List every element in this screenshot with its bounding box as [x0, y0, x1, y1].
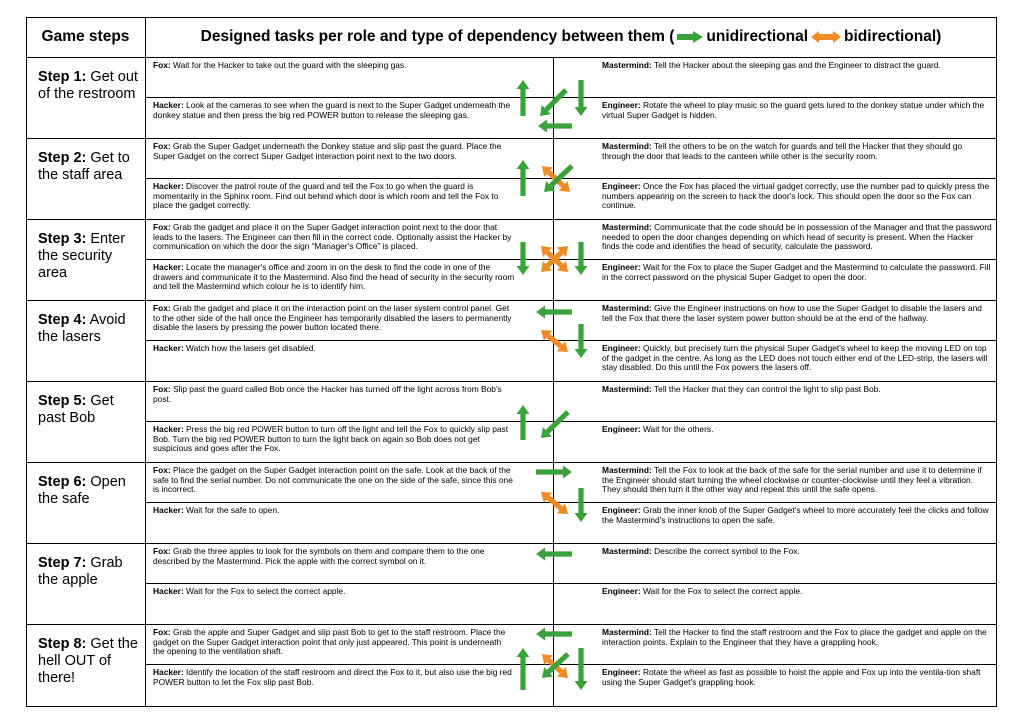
step-number: Step 3:	[38, 231, 87, 247]
step-number: Step 4:	[38, 312, 87, 328]
arrow-fox-engineer-bidirectional	[541, 330, 568, 352]
hacker-task-text: Wait for the safe to open.	[183, 506, 280, 515]
step-number: Step 1:	[38, 69, 87, 85]
arrow-hacker-to-fox	[517, 80, 530, 116]
engineer-task-text: Rotate the wheel as fast as possible to hoist the apple and Fox up into the ventila-tion shaft using the Super Gadget's grappling hook.	[602, 668, 981, 687]
fox-task-role: Fox:	[153, 142, 171, 151]
mastermind-task-text: Tell the Fox to look at the back of the safe for the serial number and use it to determine if the Engineer should start turning the wheel clockwise or counter-clockwise until they feel a vibration. They should then turn it the other way and repeat this until the safe opens.	[602, 466, 982, 495]
step-name: Get to the staff area	[38, 150, 130, 183]
mastermind-task-text: Describe the correct symbol to the Fox.	[651, 547, 800, 556]
engineer-task-text: Wait for the others.	[640, 425, 714, 434]
step-number: Step 8:	[38, 636, 87, 652]
fox-task-text: Grab the apple and Super Gadget and slip past Bob to get to the staff restroom. Place the gadget on the Super Gadget interaction point that only just appeared. This point is underneath the opening to the ventilation shaft.	[153, 628, 506, 657]
mastermind-task-text: Tell the Hacker that they can control the light to slip past Bob.	[651, 385, 881, 394]
hacker-task-role: Hacker:	[153, 263, 184, 272]
hacker-task-text: Press the big red POWER button to turn off the light and tell the Fox to quickly slip past Bob. Turn the big red POWER button to turn the light back on again so Bob does not get suspicious and goes after the Fox.	[153, 425, 509, 454]
hacker-task-text: Identify the location of the staff restroom and direct the Fox to it, but also use the big red POWER button to let the Fox slip past Bob.	[153, 668, 512, 687]
engineer-task-text: Grab the inner knob of the Super Gadget's wheel to more accurately feel the clicks and follow the Mastermind's instructions to open the safe.	[602, 506, 989, 525]
engineer-task-role: Engineer:	[602, 668, 641, 677]
hacker-task-text: Locate the manager's office and zoom in on the desk to find the code in one of the drawers and communicate it to the Mastermind. Also find the head of security in the security room and tell the Mastermind which colour he is to identify him.	[153, 263, 515, 292]
step-number: Step 2:	[38, 150, 87, 166]
engineer-task-role: Engineer:	[602, 263, 641, 272]
hacker-task-text: Look at the cameras to see when the guard is next to the Super Gadget underneath the donkey statue and then press the big red POWER button to release the sleeping gas.	[153, 101, 511, 120]
header-game-steps: Game steps	[41, 28, 130, 45]
hacker-task-role: Hacker:	[153, 506, 184, 515]
step-name: Get past Bob	[38, 393, 114, 426]
hacker-task-text: Wait for the Fox to select the correct apple.	[183, 587, 346, 596]
engineer-task-text: Once the Fox has placed the virtual gadget correctly, use the number pad to quickly press the numbers appearing on the screen to hack the door's lock. This should open the door so the Fox can continue.	[602, 182, 990, 211]
hacker-task-role: Hacker:	[153, 668, 184, 677]
step-number: Step 6:	[38, 474, 87, 490]
hacker-task-role: Hacker:	[153, 425, 184, 434]
arrow-mastermind-to-engineer	[575, 242, 588, 275]
arrow-mastermind-to-fox	[536, 628, 572, 641]
arrow-mastermind-to-engineer	[575, 488, 588, 522]
fox-task-text: Wait for the Hacker to take out the guard with the sleeping gas.	[170, 61, 407, 70]
mastermind-task-text: Give the Engineer instructions on how to use the Super Gadget to disable the lasers and tell the Fox that there the laser system power button should be at the end of the hallway.	[602, 304, 982, 323]
engineer-task-text: Quickly, but precisely turn the physical Super Gadget's wheel to keep the moving LED on top of the gadget in the centre. As long as the LED does not touch either end of the LED-strip, the lasers will stay disabled. Do this until the Fox powers the lasers off.	[602, 344, 988, 373]
mastermind-task-role: Mastermind:	[602, 547, 652, 556]
header-title-text: Designed tasks per role and type of dependency between them (	[200, 28, 675, 45]
step-name: Enter the security area	[38, 231, 126, 281]
mastermind-task-role: Mastermind:	[602, 304, 652, 313]
step-number: Step 7:	[38, 555, 87, 571]
fox-task-role: Fox:	[153, 547, 171, 556]
mastermind-task-text: Tell the Hacker to find the staff restroom and the Fox to place the gadget and apple on the interaction points. Explain to the Engineer that they have a grappling hook.	[602, 628, 987, 647]
step-name: Get out of the restroom	[38, 69, 138, 102]
mastermind-task-text: Tell the Hacker about the sleeping gas and the Engineer to distract the guard.	[651, 61, 941, 70]
arrow-mastermind-to-engineer	[575, 648, 588, 690]
mastermind-task-role: Mastermind:	[602, 466, 652, 475]
arrow-engineer-to-hacker	[538, 120, 572, 133]
fox-task-role: Fox:	[153, 466, 171, 475]
hacker-task-role: Hacker:	[153, 101, 184, 110]
arrow-hacker-to-fox	[517, 160, 530, 196]
step-number: Step 5:	[38, 393, 87, 409]
arrow-hacker-to-fox	[517, 405, 530, 440]
legend-unidirectional: unidirectional	[706, 28, 809, 45]
step-name: Open the safe	[38, 474, 126, 507]
fox-task-text: Grab the three apples to look for the symbols on them and compare them to the one described by the Mastermind. Pick the apple with the correct symbol on it.	[153, 547, 485, 566]
arrow-fox-engineer-bidirectional	[541, 492, 568, 514]
hacker-task-text: Watch how the lasers get disabled.	[183, 344, 316, 353]
arrow-fox-to-hacker	[517, 242, 530, 275]
legend-bidirectional: bidirectional)	[844, 28, 942, 45]
step-name: Avoid the lasers	[38, 312, 126, 345]
hacker-task-role: Hacker:	[153, 587, 184, 596]
arrow-mastermind-to-fox	[536, 548, 572, 561]
engineer-task-role: Engineer:	[602, 587, 641, 596]
arrow-mastermind-to-fox	[536, 306, 572, 319]
engineer-task-role: Engineer:	[602, 182, 641, 191]
engineer-task-role: Engineer:	[602, 101, 641, 110]
mastermind-task-role: Mastermind:	[602, 223, 652, 232]
engineer-task-role: Engineer:	[602, 425, 641, 434]
arrow-mastermind-to-hacker	[540, 88, 568, 116]
hacker-task-role: Hacker:	[153, 182, 184, 191]
arrow-hacker-to-fox	[517, 648, 530, 690]
hacker-task-text: Discover the patrol route of the guard and tell the Fox to go when the guard is momentarily in the Sphinx room. Find out behind which door is which room and tell the Fox to place the gadget correctly.	[153, 182, 499, 211]
hacker-task-role: Hacker:	[153, 344, 184, 353]
mastermind-task-text: Tell the others to be on the watch for guards and tell the Hacker that they should go through the door that leads to the canteen while other is the security room.	[602, 142, 963, 161]
arrow-mastermind-to-hacker	[541, 410, 570, 438]
step-name: Get the hell OUT of there!	[38, 636, 138, 686]
fox-task-text: Slip past the guard called Bob once the Hacker has turned off the light across from Bob's post.	[153, 385, 502, 404]
mastermind-task-role: Mastermind:	[602, 61, 652, 70]
mastermind-task-role: Mastermind:	[602, 628, 652, 637]
fox-task-text: Grab the gadget and place it on the interaction point on the laser system control panel. Get to the other side of the hall once the Engineer has temporarily disabled the lasers to permanently disable the lasers by pressing the power button located there.	[153, 304, 512, 333]
fox-task-role: Fox:	[153, 61, 171, 70]
mastermind-task-text: Communicate that the code should be in possession of the Manager and that the password needed to open the door changes depending on which head of security is present. When the Hacker finds the code and identifies the head of security, calculate the password.	[602, 223, 992, 252]
fox-task-role: Fox:	[153, 628, 171, 637]
fox-task-text: Grab the Super Gadget underneath the Donkey statue and slip past the guard. Place the Super Gadget on the correct Super Gadget interaction point next to the two doors.	[153, 142, 502, 161]
fox-task-role: Fox:	[153, 385, 171, 394]
fox-task-text: Grab the gadget and place it on the Super Gadget interaction point next to the door that leads to the lasers. The Engineer can then fill in the correct code. Optionally assist the Hacker by communication on which the door the sign “Manager's Office” is placed.	[153, 223, 512, 252]
arrow-mastermind-to-engineer	[575, 324, 588, 358]
engineer-task-text: Wait for the Fox to select the correct apple.	[640, 587, 803, 596]
mastermind-task-role: Mastermind:	[602, 385, 652, 394]
engineer-task-text: Rotate the wheel to play music so the guard gets lured to the donkey statue under which the virtual Super Gadget is hidden.	[602, 101, 985, 120]
fox-task-role: Fox:	[153, 223, 171, 232]
engineer-task-role: Engineer:	[602, 506, 641, 515]
mastermind-task-role: Mastermind:	[602, 142, 652, 151]
engineer-task-role: Engineer:	[602, 344, 641, 353]
engineer-task-text: Wait for the Fox to place the Super Gadget and the Mastermind to calculate the password. Fill in the correct password on the physical Super Gadget to open the door.	[602, 263, 991, 282]
step-name: Grab the apple	[38, 555, 123, 588]
fox-task-role: Fox:	[153, 304, 171, 313]
fox-task-text: Place the gadget on the Super Gadget interaction point on the safe. Look at the back of the safe to find the serial number. Do not communicate the one on the side of the safe, since this one is incorrect.	[153, 466, 513, 495]
arrow-mastermind-to-engineer	[575, 80, 588, 116]
arrow-fox-to-mastermind	[536, 466, 572, 479]
